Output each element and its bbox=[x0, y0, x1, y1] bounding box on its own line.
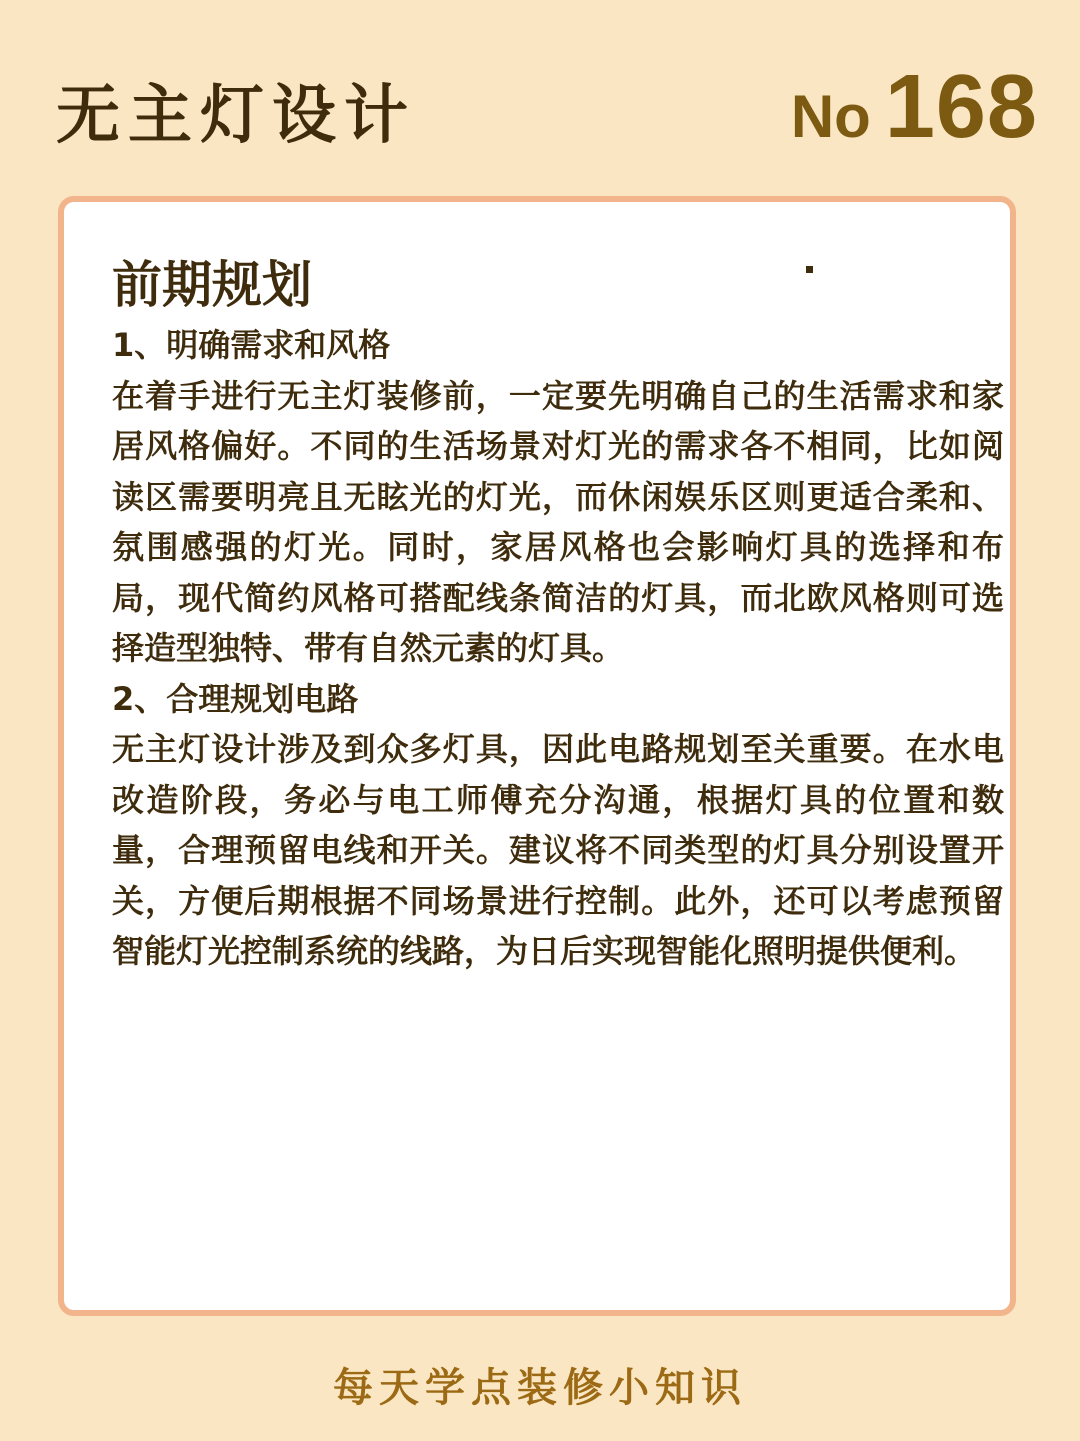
card-content bbox=[112, 250, 1004, 977]
section-2-title: 2、合理规划电路 bbox=[112, 679, 359, 718]
section-1-body: 在着手进行无主灯装修前，一定要先明确自己的生活需求和家居风格偏好。不同的生活场景对灯光的需求各不相同，比如阅读区需要明亮且无眩光的灯光，而休闲娱乐区则更适合柔和、氛围感强的灯光。同时，家居风格也会影响灯具的选择和布局，现代简约风格可搭配线条简洁的灯具，而北欧风格则可选择造型独特、带有自然元素的灯具。 bbox=[112, 376, 1004, 667]
section-1-title: 1、明确需求和风格 bbox=[112, 326, 391, 364]
card-heading: 前期规划 bbox=[112, 256, 312, 314]
content-card bbox=[58, 196, 1016, 1316]
issue-number: 168 bbox=[884, 57, 1038, 157]
issue-number-label bbox=[790, 57, 1038, 162]
issue-prefix: No bbox=[790, 83, 871, 150]
section-2-body: 无主灯设计涉及到众多灯具，因此电路规划至关重要。在水电改造阶段，务必与电工师傅充分沟通，根据灯具的位置和数量，合理预留电线和开关。建议将不同类型的灯具分别设置开关，方便后期根据不同场景进行控制。此外，还可以考虑预留智能灯光控制系统的线路，为日后实现智能化照明提供便利。 bbox=[112, 730, 1004, 970]
page-title: 无主灯设计 bbox=[56, 79, 416, 153]
footer-slogan: 每天学点装修小知识 bbox=[333, 1365, 747, 1411]
